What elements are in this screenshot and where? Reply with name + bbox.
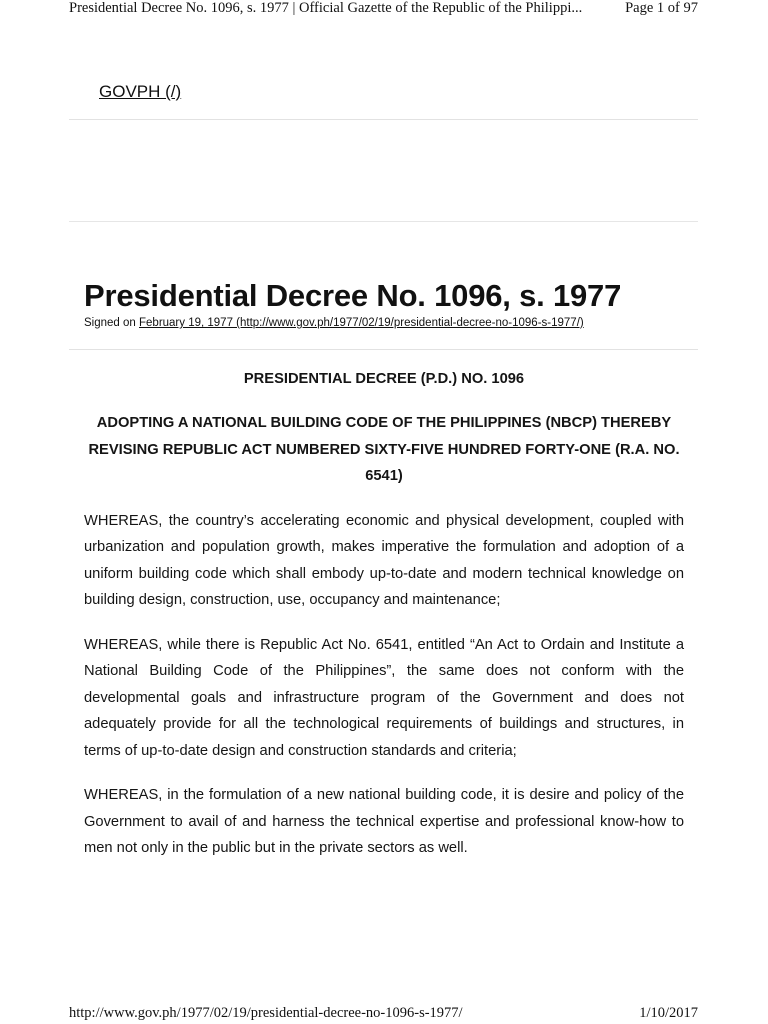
article-header	[69, 222, 698, 350]
whereas-paragraph-1: WHEREAS, the country’s accelerating economic and physical development, coupled with urbanization and population growth, makes imperative the formulation and adoption of a uniform building code which shall embody up-to-date and modern technical knowledge on building design, construction, use, occupancy and maintenance;	[84, 512, 684, 608]
signed-prefix: Signed on	[84, 317, 136, 329]
page-title: Presidential Decree No. 1096, s. 1977	[84, 278, 622, 313]
print-footer	[69, 1005, 698, 1023]
print-header-title: Presidential Decree No. 1096, s. 1977 | Official Gazette of the Republic of the Philippi...	[69, 0, 583, 16]
print-header	[69, 0, 698, 18]
article-body	[84, 366, 684, 880]
signed-date-link[interactable]: February 19, 1977 (http://www.gov.ph/1977/02/19/presidential-decree-no-1096-s-1977/)	[139, 317, 584, 329]
print-footer-url: http://www.gov.ph/1977/02/19/presidential-decree-no-1096-s-1977/	[69, 1005, 463, 1021]
whereas-paragraph-3: WHEREAS, in the formulation of a new national building code, it is desire and policy of the Government to avail of and harness the technical expertise and professional know-how to men not only in the public but in the private sectors as well.	[84, 787, 684, 856]
decree-subtitle: ADOPTING A NATIONAL BUILDING CODE OF THE PHILIPPINES (NBCP) THEREBY REVISING REPUBLIC ACT NUMBERED SIXTY-FIVE HUNDRED FORTY-ONE (R.A. NO. 6541)	[88, 415, 680, 484]
decree-number-heading: PRESIDENTIAL DECREE (P.D.) NO. 1096	[243, 371, 525, 387]
print-page-number: Page 1 of 97	[625, 0, 698, 16]
print-footer-date: 1/10/2017	[639, 1005, 698, 1021]
whereas-paragraph-2: WHEREAS, while there is Republic Act No. 6541, entitled “An Act to Ordain and Institute a National Building Code of the Philippines”, the same does not conform with the developmental goals and infrastructure program of the Government and does not adequately provide for all the technological requirements of buildings and structures, in terms of up-to-date design and construction standards and criteria;	[84, 636, 684, 759]
signed-date-line	[84, 317, 584, 329]
site-top-bar	[69, 64, 698, 120]
banner-area	[69, 120, 698, 222]
govph-home-link[interactable]: GOVPH (/)	[99, 82, 182, 101]
